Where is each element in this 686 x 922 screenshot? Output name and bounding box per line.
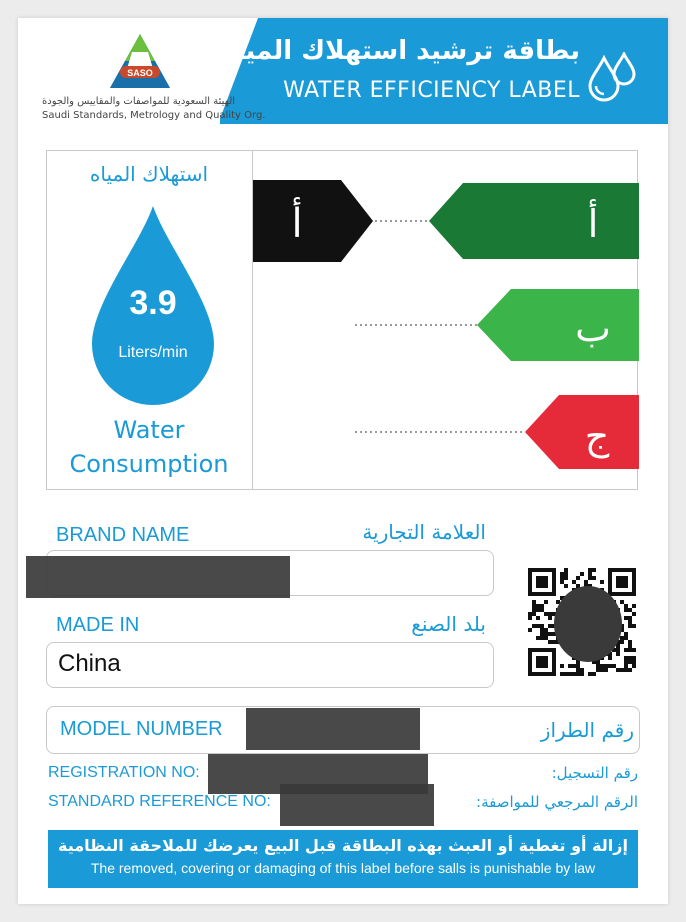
org-name-arabic: الهيئة السعودية للمواصفات والمقاييس والجودة [42,96,236,107]
water-efficiency-label [18,18,668,904]
title-english: WATER EFFICIENCY LABEL [283,78,580,103]
model-number-label: MODEL NUMBER [60,718,223,740]
org-name-english: Saudi Standards, Metrology and Quality Org. [42,110,266,121]
made-in-value: China [58,650,121,677]
consumption-label-english-2: Consumption [69,450,229,478]
footer-warning-english: The removed, covering or damaging of this label before salls is punishable by law [90,860,596,876]
rating-scale [253,151,639,489]
standard-reference-label-arabic: الرقم المرجعي للمواصفة: [476,793,638,811]
model-number-label-arabic: رقم الطراز [540,718,634,742]
grade-b-letter: ب [575,306,611,350]
product-grade-arrow [253,180,373,262]
grade-a-arrow [429,183,639,259]
standard-reference-label: STANDARD REFERENCE NO: [48,793,271,810]
logo-text: SASO [127,68,153,78]
made-in-label-arabic: بلد الصنع [411,612,486,636]
model-number-redaction [246,708,420,750]
grade-c-arrow [525,395,639,469]
consumption-label-english-1: Water [113,416,185,444]
water-drops-icon [586,52,642,102]
standard-reference-redaction [280,784,434,826]
title-arabic: بطاقة ترشيد استهلاك المياه [220,36,580,66]
qr-code [528,568,636,676]
grade-c-letter: ج [584,414,610,458]
saso-logo [108,32,172,90]
registration-label: REGISTRATION NO: [48,764,200,781]
brand-name-label: BRAND NAME [56,524,190,546]
registration-label-arabic: رقم التسجيل: [551,764,638,782]
grade-b-arrow [477,289,639,361]
brand-name-label-arabic: العلامة التجارية [362,520,486,544]
qr-redaction [554,586,622,662]
brand-name-redaction [26,556,290,598]
grade-a-letter: أ [587,202,599,246]
footer-warning-arabic: إزالة أو تغطية أو العبث بهذه البطاقة قبل البيع يعرضك للملاحقة النظامية [58,836,628,855]
consumption-label-arabic: استهلاك المياه [89,162,209,186]
consumption-value: 3.9 [129,284,177,322]
header-notch [218,18,258,124]
consumption-unit: Liters/min [118,344,188,361]
made-in-label: MADE IN [56,614,140,636]
product-grade-letter: أ [291,201,303,247]
